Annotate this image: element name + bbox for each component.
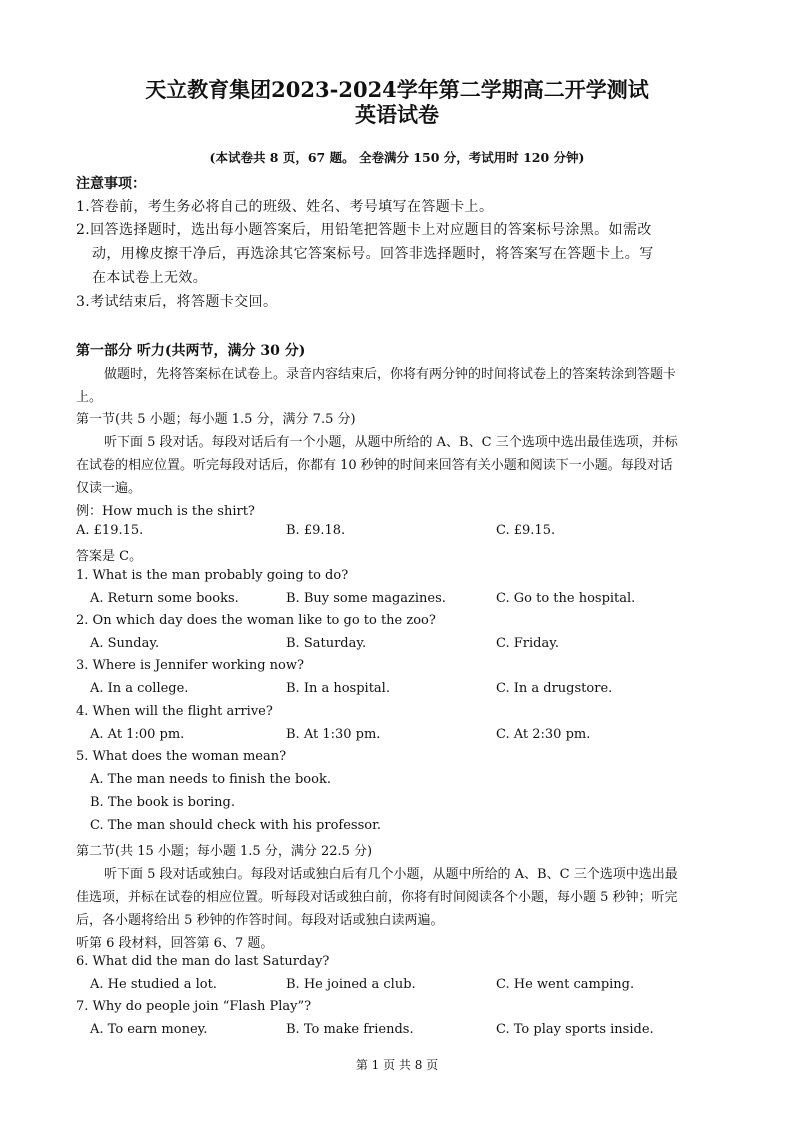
option-a: A. At 1:00 pm. [90,727,185,742]
section2-directions: 听下面 5 段对话或独白。每段对话或独白后有几个小题，从题中所给的 A、B、C 三个选项中选出最 [104,867,678,882]
option-b: B. Saturday. [286,636,367,651]
exam-info: (本试卷共 8 页，67 题。 全卷满分 150 分，考试用时 120 分钟) [209,150,585,165]
question: 5. What does the woman mean? [76,749,287,764]
question: 7. Why do people join “Flash Play”? [76,999,312,1014]
option-b: B. The book is boring. [90,795,235,810]
option-c: C. Friday. [496,636,559,651]
option-b: B. In a hospital. [286,681,390,696]
note-item: 1.答卷前，考生务必将自己的班级、姓名、考号填写在答题卡上。 [76,199,494,215]
option-c: C. Go to the hospital. [496,591,636,606]
example-option-c: C. £9.15. [496,523,556,538]
option-a: A. Sunday. [90,636,160,651]
option-a: A. To earn money. [90,1022,208,1037]
option-a: A. The man needs to finish the book. [90,772,331,787]
option-c: C. The man should check with his professor. [90,818,381,833]
question: 4. When will the flight arrive? [76,704,273,719]
section1-directions: 听下面 5 段对话。每段对话后有一个小题，从题中所给的 A、B、C 三个选项中选出最佳选项，并标 [104,435,678,450]
page-number: 第 1 页 共 8 页 [355,1058,439,1072]
note-item: 动，用橡皮擦干净后，再选涂其它答案标号。回答非选择题时，将答案写在答题卡上。写 [92,246,654,262]
notes-heading: 注意事项： [76,176,146,192]
section2-directions: 佳选项，并标在试卷的相应位置。听每段对话或独白前，你将有时间阅读各个小题，每小题 5 秒钟；听完 [76,890,678,905]
question: 2. On which day does the woman like to go to the zoo? [76,613,436,628]
option-a: A. In a college. [90,681,189,696]
part1-intro: 做题时，先将答案标在试卷上。录音内容结束后，你将有两分钟的时间将试卷上的答案转涂到答题卡 [104,367,677,382]
example-option-b: B. £9.18. [286,523,346,538]
example-question: 例：How much is the shirt? [76,504,255,519]
example-option-a: A. £19.15. [76,523,144,538]
exam-subject: 英语试卷 [355,102,439,127]
section2-directions: 后，各小题将给出 5 秒钟的作答时间。每段对话或独白读两遍。 [76,913,444,928]
section2-heading: 第二节(共 15 小题；每小题 1.5 分，满分 22.5 分) [76,844,373,859]
part1-intro-cont: 上。 [76,390,103,405]
example-answer: 答案是 C。 [76,549,143,564]
option-c: C. In a drugstore. [496,681,613,696]
part1-heading: 第一部分 听力(共两节，满分 30 分) [76,343,306,359]
option-b: B. At 1:30 pm. [286,727,381,742]
note-item: 2.回答选择题时，选出每小题答案后，用铅笔把答题卡上对应题目的答案标号涂黑。如需改 [76,222,652,238]
note-item: 3.考试结束后，将答题卡交回。 [76,294,278,310]
material-note: 听第 6 段材料，回答第 6、7 题。 [76,936,274,951]
option-c: C. To play sports inside. [496,1022,654,1037]
note-item: 在本试卷上无效。 [92,270,208,286]
question: 6. What did the man do last Saturday? [76,954,330,969]
section1-directions: 在试卷的相应位置。听完每段对话后，你都有 10 秒钟的时间来回答有关小题和阅读下一小题。每段对话 [76,458,673,473]
option-a: A. He studied a lot. [90,977,217,992]
exam-title: 天立教育集团2023-2024学年第二学期高二开学测试 [145,77,649,102]
option-a: A. Return some books. [90,591,239,606]
section1-directions: 仅读一遍。 [76,481,142,496]
question: 1. What is the man probably going to do? [76,568,349,583]
option-b: B. To make friends. [286,1022,414,1037]
section1-heading: 第一节(共 5 小题；每小题 1.5 分，满分 7.5 分) [76,412,356,427]
option-b: B. Buy some magazines. [286,591,446,606]
option-b: B. He joined a club. [286,977,416,992]
question: 3. Where is Jennifer working now? [76,658,304,673]
option-c: C. He went camping. [496,977,635,992]
option-c: C. At 2:30 pm. [496,727,591,742]
